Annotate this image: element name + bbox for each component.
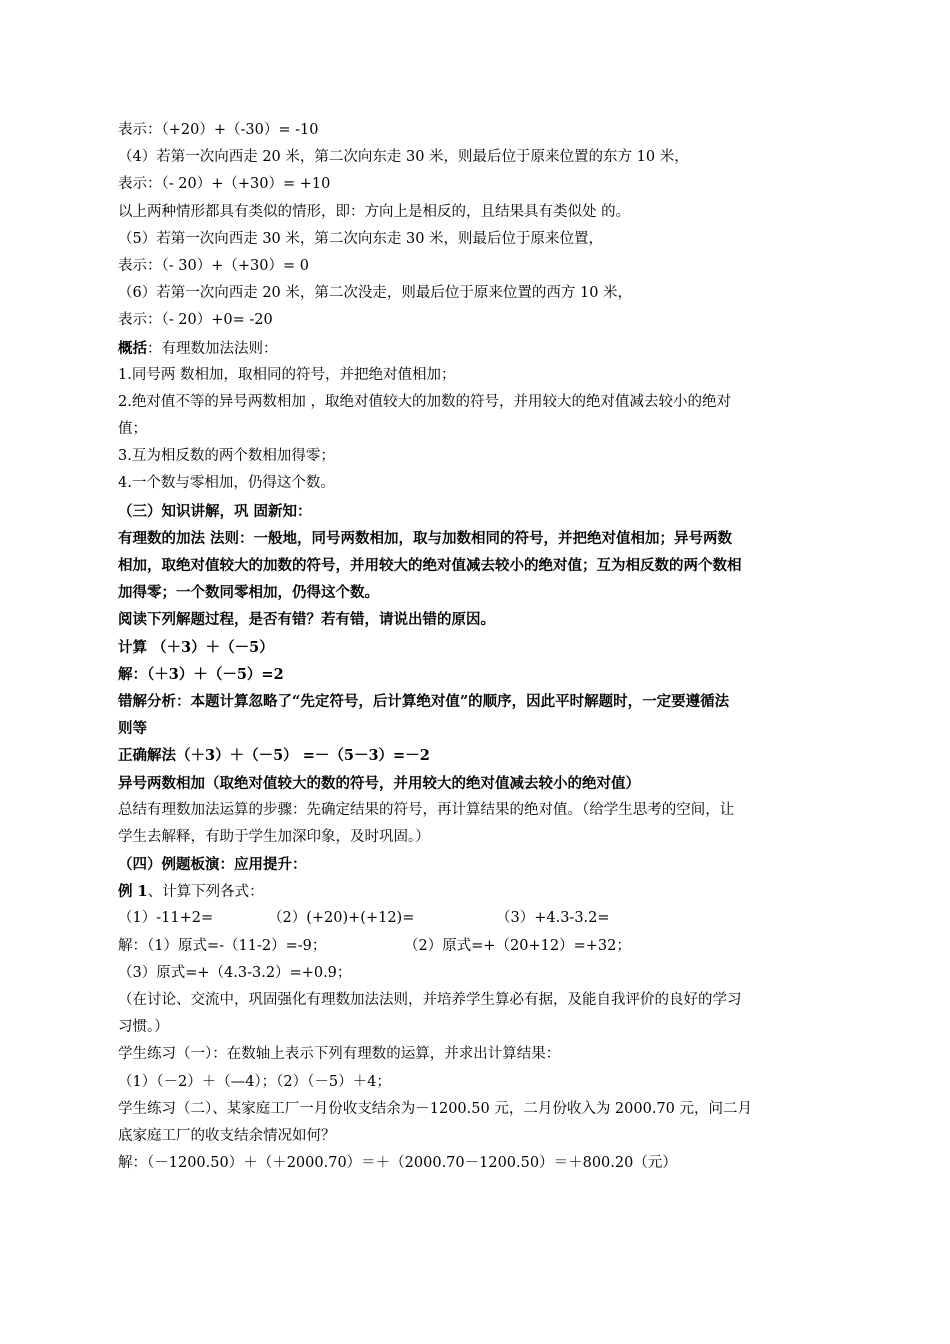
rule-item: 1.同号两 数相加，取相同的符号，并把绝对值相加； xyxy=(118,366,456,383)
bold-text-line: 解：（＋3）＋（－5）=2 xyxy=(118,665,284,683)
bold-text-line: 异号两数相加（取绝对值较大的数的符号，并用较大的绝对值减去较小的绝对值） xyxy=(118,774,640,792)
text-line: 表示：（+20）+（-30）= -10 xyxy=(118,122,319,138)
bold-text-line: 错解分析：本题计算忽略了“先定符号，后计算绝对值”的顺序，因此平时解题时，一定要遵循法 xyxy=(118,692,730,710)
exercise-prompt: 学生练习（一）：在数轴上表示下列有理数的运算，并求出计算结果： xyxy=(118,1046,561,1063)
text-line: 总结有理数加法运算的步骤：先确定结果的符号，再计算结果的绝对值。（给学生思考的空间，让 xyxy=(118,801,735,818)
text-line: 以上两种情形都具有类似的情形，即：方向上是相反的，且结果具有类似处 的。 xyxy=(118,203,631,220)
text-line: （6）若第一次向西走 20 米，第二次没走，则最后位于原来位置的西方 10 米， xyxy=(118,285,633,302)
text-line: （4）若第一次向西走 20 米，第二次向东走 30 米，则最后位于原来位置的东方 10 米， xyxy=(118,149,689,166)
text-line: 表示：（- 20）+0= -20 xyxy=(118,312,273,329)
text-line: 习惯。） xyxy=(118,1019,169,1036)
rule-item: 4.一个数与零相加，仍得这个数。 xyxy=(118,475,335,492)
bold-text-line: 阅读下列解题过程，是否有错？若有错，请说出错的原因。 xyxy=(118,611,495,629)
section-heading: （四）例题板演：应用提升： xyxy=(118,856,307,874)
text-line: 表示：（- 20）+（+30）= +10 xyxy=(118,176,331,193)
example-solution: （2）原式=+（20+12）=+32； xyxy=(404,937,631,954)
example-problem: （1）-11+2= xyxy=(118,910,214,927)
exercise-prompt: 学生练习（二）、某家庭工厂一月份收支结余为－1200.50 元，二月份收入为 2000.70 元，问二月 xyxy=(118,1100,752,1117)
example-problems-row xyxy=(118,905,838,932)
text-line: （5）若第一次向西走 30 米，第二次向东走 30 米，则最后位于原来位置， xyxy=(118,230,604,247)
example-problem: （3）+4.3-3.2= xyxy=(496,910,610,927)
exercise-items: （1）（－2）＋（—4）；（2）（－5）＋4； xyxy=(118,1073,391,1090)
bold-text-line: 加得零；一个数同零相加，仍得这个数。 xyxy=(118,584,379,602)
exercise-solution: 解：（－1200.50）＋（＋2000.70）＝＋（2000.70－1200.50）＝＋800.20（元） xyxy=(118,1155,677,1172)
bold-text-line: 正确解法（＋3）＋（－5） =－（5－3）=－2 xyxy=(118,747,430,765)
rule-item-continued: 值； xyxy=(118,421,147,438)
bold-prefix: 概括 xyxy=(118,339,147,357)
rule-item: 3.互为相反数的两个数相加得零； xyxy=(118,448,335,465)
example-solution: 解：（1）原式=-（11-2）=-9； xyxy=(118,937,327,954)
rule-item: 2.绝对值不等的异号两数相加 ，取绝对值较大的加数的符号，并用较大的绝对值减去较小的绝对 xyxy=(118,393,731,410)
text-line: （在讨论、交流中，巩固强化有理数加法法则，并培养学生算必有据，及能自我评价的良好的学习 xyxy=(118,992,742,1008)
section-heading: （三）知识讲解，巩 固新知： xyxy=(118,502,312,520)
text-line: 表示：（- 30）+（+30）= 0 xyxy=(118,257,309,274)
example-heading: 例 1、计算下列各式： xyxy=(118,883,264,901)
example-solution: （3）原式=+（4.3-3.2）=+0.9； xyxy=(118,964,352,981)
bold-text-line: 有理数的加法 法则：一般地，同号两数相加，取与加数相同的符号，并把绝对值相加；异号两数 xyxy=(118,529,733,547)
summary-heading: 概括：有理数加法法则： xyxy=(118,339,278,357)
document-body xyxy=(118,117,838,1177)
text-line: 学生去解释，有助于学生加深印象，及时巩固。） xyxy=(118,828,430,845)
example-solutions-row xyxy=(118,933,838,960)
bold-text-line: 计算 （＋3）＋（－5） xyxy=(118,638,274,656)
bold-prefix: 例 1 xyxy=(118,883,148,901)
exercise-prompt-continued: 底家庭工厂的收支结余情况如何？ xyxy=(118,1127,336,1144)
bold-text-line: 相加，取绝对值较大的加数的符号，并用较大的绝对值减去较小的绝对值；互为相反数的两个数相 xyxy=(118,557,742,574)
example-problem: （2）(+20)+(+12)= xyxy=(268,910,415,927)
bold-text-line: 则等 xyxy=(118,720,147,738)
